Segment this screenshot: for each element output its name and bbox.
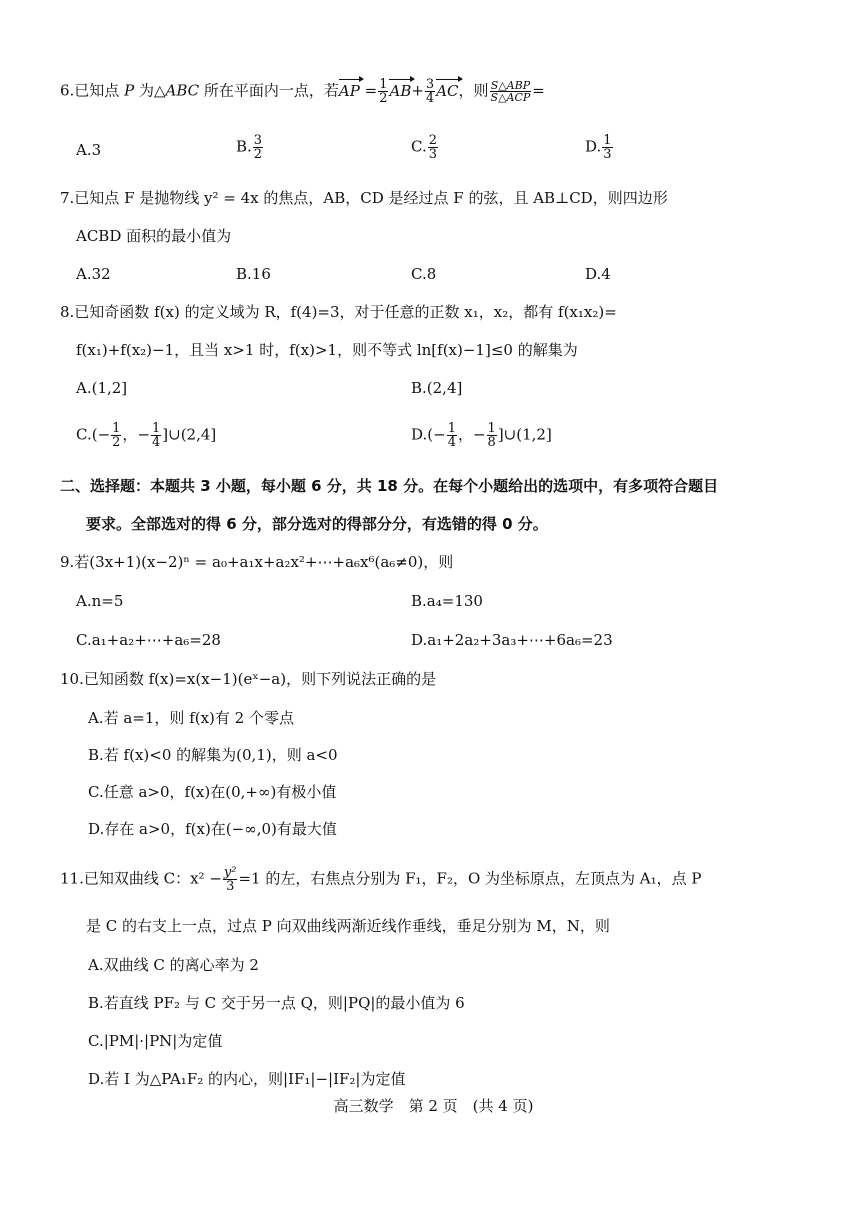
q10-option-d: D.存在 a>0，f(x)在(−∞,0)有最大值	[88, 820, 337, 838]
q9-option-d: D.a₁+2a₂+3a₃+⋯+6a₆=23	[411, 631, 613, 649]
q7-stem-line2: ACBD 面积的最小值为	[76, 227, 232, 245]
fraction-three-quarters: $\frac{3}{4}$	[425, 77, 435, 106]
q9-stem: 9.若(3x+1)(x−2)ⁿ = a₀+a₁x+a₂x²+⋯+a₆x⁶(a₆≠0)，则	[60, 553, 454, 571]
q8-option-d: D.(− $\frac{1}{4}$ ，− $\frac{1}{8}$ ]∪(1,2]	[411, 421, 552, 450]
q8-option-a: A.(1,2]	[76, 379, 128, 397]
q10-option-a: A.若 a=1，则 f(x)有 2 个零点	[88, 709, 294, 727]
area-ratio: $\frac{\text{S△ABP}}{\text{S△ACP}}$	[490, 79, 531, 104]
q10-option-b: B.若 f(x)<0 的解集为(0,1)，则 a<0	[88, 746, 338, 764]
vector-ap: AP	[338, 81, 360, 100]
q9-option-a: A.n=5	[76, 592, 124, 610]
section2-heading-line1: 二、选择题：本题共 3 小题，每小题 6 分，共 18 分。在每个小题给出的选项中，有多项符合题目	[60, 477, 719, 495]
q6-stem: 6.已知点 P 为△ABC 所在平面内一点，若AP = $\frac{1}{2}$ AB+ $\frac{3}{4}$ AC，则 $\frac{\text{S△ABP}}{\text{S△ACP}}$ =	[60, 77, 545, 106]
page-footer: 高三数学 第 2 页 (共 4 页)	[333, 1097, 534, 1115]
q11-option-c: C.|PM|·|PN|为定值	[88, 1032, 223, 1050]
q8-stem-line2: f(x₁)+f(x₂)−1，且当 x>1 时，f(x)>1，则不等式 ln[f(x)−1]≤0 的解集为	[76, 341, 578, 359]
q8-stem-line1: 8.已知奇函数 f(x) 的定义域为 R，f(4)=3，对于任意的正数 x₁，x₂，都有 f(x₁x₂)=	[60, 303, 617, 321]
q6-option-d: D. $\frac{1}{3}$	[585, 133, 612, 162]
vector-ab: AB	[389, 81, 412, 100]
q7-option-d: D.4	[585, 265, 611, 283]
q9-option-b: B.a₄=130	[411, 592, 483, 610]
vector-ac: AC	[436, 81, 459, 100]
q7-stem-line1: 7.已知点 F 是抛物线 y² = 4x 的焦点，AB，CD 是经过点 F 的弦，且 AB⊥CD，则四边形	[60, 189, 668, 207]
q11-option-b: B.若直线 PF₂ 与 C 交于另一点 Q，则|PQ|的最小值为 6	[88, 994, 465, 1012]
q7-option-c: C.8	[411, 265, 437, 283]
q10-option-c: C.任意 a>0，f(x)在(0,+∞)有极小值	[88, 783, 337, 801]
q8-option-b: B.(2,4]	[411, 379, 463, 397]
q6-option-c: C. $\frac{2}{3}$	[411, 133, 437, 162]
q11-option-a: A.双曲线 C 的离心率为 2	[88, 956, 259, 974]
q6-option-b: B. $\frac{3}{2}$	[236, 133, 263, 162]
q11-option-d: D.若 I 为△PA₁F₂ 的内心，则|IF₁|−|IF₂|为定值	[88, 1070, 406, 1088]
q11-stem-line1: 11.已知双曲线 C：x² − $\frac{\text{y²}}{3}$ =1 的左，右焦点分别为 F₁，F₂，O 为坐标原点，左顶点为 A₁，点 P	[60, 865, 702, 894]
q8-option-c: C.(− $\frac{1}{2}$ ，− $\frac{1}{4}$ ]∪(2,4]	[76, 421, 217, 450]
fraction-half: $\frac{1}{2}$	[379, 77, 388, 106]
q9-option-c: C.a₁+a₂+⋯+a₆=28	[76, 631, 221, 649]
section2-heading-line2: 要求。全部选对的得 6 分，部分选对的得部分分，有选错的得 0 分。	[86, 515, 548, 533]
q11-stem-line2: 是 C 的右支上一点，过点 P 向双曲线两渐近线作垂线，垂足分别为 M，N，则	[86, 917, 610, 935]
q7-option-b: B.16	[236, 265, 271, 283]
q6-option-a: A.3	[76, 141, 102, 159]
q7-option-a: A.32	[76, 265, 111, 283]
q10-stem: 10.已知函数 f(x)=x(x−1)(eˣ−a)，则下列说法正确的是	[60, 670, 437, 688]
